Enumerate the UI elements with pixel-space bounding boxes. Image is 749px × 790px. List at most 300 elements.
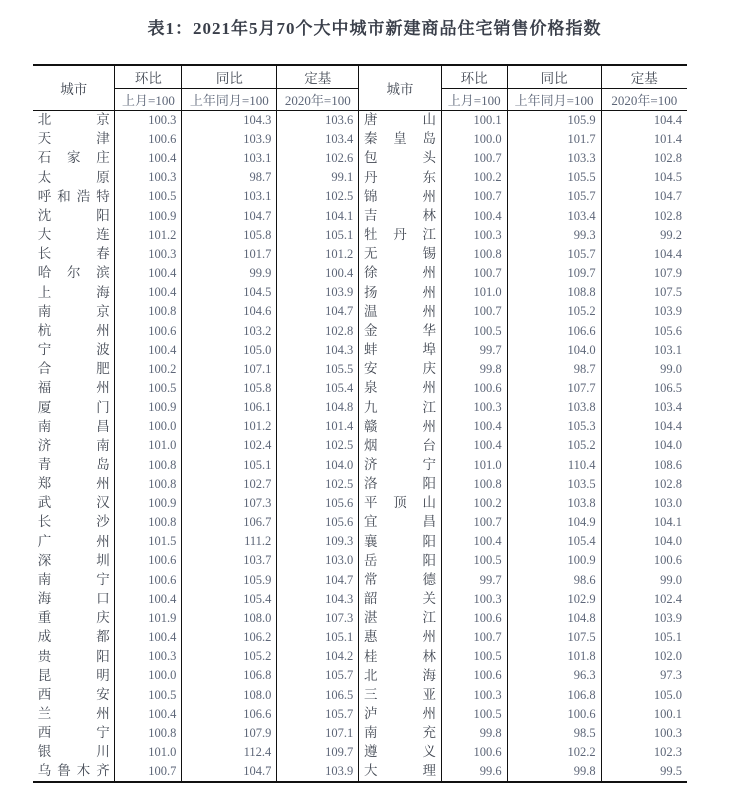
header-row-1 [359,66,687,88]
fixed-base-value: 105.4 [277,379,359,398]
fixed-base-value: 100.1 [653,706,682,721]
yoy-value: 112.4 [182,743,277,762]
city-name: 蚌埠 [363,342,436,358]
mom-value: 100.4 [115,628,182,647]
table-row [359,360,687,379]
city-name: 天津 [37,131,110,147]
yoy-value: 99.8 [507,762,601,781]
column-header-mom: 环比 [441,66,507,88]
city-cell [33,379,115,398]
city-cell [359,398,441,417]
fixed-base-value: 103.0 [277,551,359,570]
mom-value: 100.7 [441,187,507,206]
city-name: 兰州 [37,706,110,721]
fixed-base-value: 106.5 [653,381,682,396]
table-row [359,589,687,608]
city-cell [359,168,441,187]
column-subheader-yoy-base: 上年同月=100 [182,88,277,110]
city-cell [359,570,441,589]
yoy-value: 107.9 [182,724,277,743]
table-row [33,187,359,206]
yoy-value: 106.6 [507,321,601,340]
city-cell [33,589,115,608]
yoy-value: 107.5 [507,628,601,647]
yoy-value: 102.9 [507,589,601,608]
city-cell [359,417,441,436]
column-header-yoy: 同比 [507,66,601,88]
fixed-base-value: 103.4 [653,400,682,415]
table-row [33,340,359,359]
table-row [359,264,687,283]
mom-value: 100.4 [441,436,507,455]
city-name: 贵阳 [37,648,110,664]
fixed-base-value: 99.2 [660,227,682,242]
fixed-base-value: 102.5 [277,436,359,455]
fixed-base-value: 105.1 [277,628,359,647]
fixed-base-value: 104.2 [277,647,359,666]
yoy-value: 103.3 [507,149,601,168]
fixed-base-value: 105.6 [277,494,359,513]
city-cell [359,589,441,608]
city-name: 扬州 [363,284,436,300]
table-right-half [359,66,687,781]
city-cell [359,379,441,398]
city-name: 吉林 [363,207,436,223]
city-name: 长沙 [37,514,110,530]
yoy-value: 103.5 [507,474,601,493]
city-name: 遵义 [363,744,436,760]
table-row [359,704,687,723]
city-cell [33,474,115,493]
city-name: 合肥 [37,361,110,377]
table-row [33,206,359,225]
fixed-base-value: 100.4 [277,264,359,283]
mom-value: 100.7 [441,264,507,283]
table-row [33,474,359,493]
city-cell [33,149,115,168]
city-cell [33,436,115,455]
fixed-base-value: 104.0 [653,534,682,549]
city-cell [33,168,115,187]
yoy-value: 104.8 [507,609,601,628]
fixed-base-value: 104.1 [653,515,682,530]
city-cell [359,513,441,532]
fixed-base-value: 105.6 [653,323,682,338]
yoy-value: 105.0 [182,340,277,359]
mom-value: 100.3 [115,647,182,666]
city-cell [359,532,441,551]
city-name: 三亚 [363,686,436,702]
city-name: 秦皇岛 [363,131,436,147]
table-row [359,168,687,187]
mom-value: 99.7 [441,340,507,359]
city-cell [359,474,441,493]
table-row [33,168,359,187]
city-name: 长春 [37,246,110,262]
mom-value: 100.9 [115,494,182,513]
city-cell [33,647,115,666]
mom-value: 100.7 [441,513,507,532]
mom-value: 100.0 [441,130,507,149]
city-cell [33,340,115,359]
city-name: 包头 [363,150,436,166]
fixed-base-value: 102.8 [653,208,682,223]
mom-value: 100.2 [441,168,507,187]
fixed-base-value: 103.9 [653,304,682,319]
table-row [359,666,687,685]
table-row [33,225,359,244]
mom-value: 99.8 [441,360,507,379]
table-row [359,245,687,264]
city-name: 太原 [37,169,110,185]
yoy-value: 103.7 [182,551,277,570]
yoy-value: 105.2 [182,647,277,666]
fixed-base-value: 107.1 [277,724,359,743]
header-row-1 [33,66,359,88]
yoy-value: 105.9 [182,570,277,589]
yoy-value: 101.8 [507,647,601,666]
mom-value: 100.4 [441,532,507,551]
mom-value: 100.0 [115,417,182,436]
column-header-fixed-base: 定基 [601,66,687,88]
fixed-base-value: 99.0 [660,572,682,587]
yoy-value: 98.7 [182,168,277,187]
city-cell [33,225,115,244]
city-cell [33,724,115,743]
table-row [33,110,359,130]
table-row [359,513,687,532]
city-name: 惠州 [363,629,436,645]
yoy-value: 103.1 [182,187,277,206]
yoy-value: 107.1 [182,360,277,379]
mom-value: 100.2 [115,360,182,379]
mom-value: 100.5 [115,685,182,704]
city-name: 海口 [37,591,110,607]
fixed-base-value: 105.7 [277,666,359,685]
city-cell [33,704,115,723]
city-name: 厦门 [37,399,110,415]
city-cell [359,704,441,723]
mom-value: 100.7 [441,628,507,647]
yoy-value: 98.6 [507,570,601,589]
table-row [359,302,687,321]
city-name: 昆明 [37,667,110,683]
city-name: 牡丹江 [363,227,436,243]
fixed-base-value: 105.0 [653,687,682,702]
city-name: 沈阳 [37,207,110,223]
mom-value: 100.5 [441,551,507,570]
yoy-value: 105.1 [182,455,277,474]
mom-value: 100.3 [115,168,182,187]
table-row [33,417,359,436]
mom-value: 100.6 [115,130,182,149]
mom-value: 100.3 [441,225,507,244]
column-header-fixed-base: 定基 [277,66,359,88]
yoy-value: 104.6 [182,302,277,321]
mom-value: 101.0 [115,436,182,455]
city-cell [33,302,115,321]
yoy-value: 102.7 [182,474,277,493]
table-row [33,455,359,474]
fixed-base-value: 107.3 [277,609,359,628]
city-cell [359,225,441,244]
yoy-value: 105.9 [507,110,601,130]
yoy-value: 103.9 [182,130,277,149]
table-body-left [33,110,359,781]
table-row [359,609,687,628]
table-row [33,302,359,321]
fixed-base-value: 99.0 [660,361,682,376]
yoy-value: 104.7 [182,206,277,225]
column-header-yoy: 同比 [182,66,277,88]
table-row [359,149,687,168]
fixed-base-value: 105.6 [277,513,359,532]
mom-value: 100.6 [115,551,182,570]
fixed-base-value: 102.8 [277,321,359,340]
fixed-base-value: 104.7 [277,302,359,321]
city-cell [359,551,441,570]
mom-value: 100.8 [115,513,182,532]
table-row [33,532,359,551]
table-row [359,398,687,417]
table-row [359,340,687,359]
yoy-value: 98.5 [507,724,601,743]
yoy-value: 110.4 [507,455,601,474]
fixed-base-value: 103.9 [277,762,359,781]
yoy-value: 104.0 [507,340,601,359]
city-name: 石家庄 [37,150,110,166]
city-cell [359,743,441,762]
table-row [33,589,359,608]
city-cell [33,570,115,589]
table-row [33,762,359,781]
yoy-value: 103.8 [507,398,601,417]
yoy-value: 106.8 [507,685,601,704]
city-cell [359,264,441,283]
fixed-base-value: 104.0 [277,455,359,474]
table-row [359,283,687,302]
city-name: 襄阳 [363,533,436,549]
yoy-value: 106.8 [182,666,277,685]
yoy-value: 103.1 [182,149,277,168]
fixed-base-value: 104.4 [653,246,682,261]
city-name: 岳阳 [363,552,436,568]
fixed-base-value: 102.5 [277,474,359,493]
city-name: 泸州 [363,706,436,721]
mom-value: 101.2 [115,225,182,244]
city-name: 上海 [37,284,110,300]
table-left-half [33,66,359,781]
column-subheader-mom-base: 上月=100 [441,88,507,110]
fixed-base-value: 103.9 [653,610,682,625]
yoy-value: 100.6 [507,704,601,723]
city-name: 重庆 [37,610,110,626]
mom-value: 100.4 [115,149,182,168]
city-name: 深圳 [37,552,110,568]
fixed-base-value: 104.4 [653,419,682,434]
table-row [359,187,687,206]
city-name: 北海 [363,667,436,683]
city-cell [33,666,115,685]
mom-value: 100.5 [441,647,507,666]
table-row [359,130,687,149]
city-cell [33,743,115,762]
yoy-value: 103.4 [507,206,601,225]
city-cell [359,110,441,130]
yoy-value: 104.5 [182,283,277,302]
yoy-value: 105.8 [182,225,277,244]
city-cell [359,187,441,206]
column-subheader-fixed-base-base: 2020年=100 [601,88,687,110]
mom-value: 100.6 [441,666,507,685]
column-subheader-fixed-base-base: 2020年=100 [277,88,359,110]
mom-value: 100.6 [115,570,182,589]
mom-value: 100.3 [115,245,182,264]
fixed-base-value: 104.0 [653,438,682,453]
city-name: 徐州 [363,265,436,281]
yoy-value: 105.5 [507,168,601,187]
city-cell [359,685,441,704]
table-row [33,724,359,743]
city-cell [33,455,115,474]
mom-value: 100.3 [441,685,507,704]
table-row [359,685,687,704]
city-cell [359,436,441,455]
mom-value: 100.7 [441,149,507,168]
fixed-base-value: 101.4 [653,131,682,146]
mom-value: 100.6 [115,321,182,340]
fixed-base-value: 102.8 [653,151,682,166]
fixed-base-value: 99.5 [660,764,682,779]
table-row [33,647,359,666]
fixed-base-value: 102.5 [277,187,359,206]
fixed-base-value: 104.4 [653,112,682,127]
fixed-base-value: 103.0 [653,495,682,510]
city-name: 丹东 [363,169,436,185]
yoy-value: 107.3 [182,494,277,513]
fixed-base-value: 100.6 [653,553,682,568]
city-name: 无锡 [363,246,436,262]
yoy-value: 105.2 [507,302,601,321]
yoy-value: 106.7 [182,513,277,532]
fixed-base-value: 101.4 [277,417,359,436]
city-cell [33,685,115,704]
city-name: 温州 [363,303,436,319]
yoy-value: 102.4 [182,436,277,455]
city-name: 烟台 [363,437,436,453]
mom-value: 99.6 [441,762,507,781]
city-name: 金华 [363,322,436,338]
city-cell [33,417,115,436]
mom-value: 100.5 [115,379,182,398]
city-name: 安庆 [363,361,436,377]
city-name: 西安 [37,686,110,702]
mom-value: 100.4 [115,283,182,302]
fixed-base-value: 105.1 [653,630,682,645]
city-cell [33,245,115,264]
table-row [359,455,687,474]
table-body-right [359,110,687,781]
table-row [359,743,687,762]
yoy-value: 98.7 [507,360,601,379]
city-cell [359,455,441,474]
table-row [359,225,687,244]
city-name: 青岛 [37,456,110,472]
table-header [33,66,359,110]
table-row [359,532,687,551]
city-name: 桂林 [363,648,436,664]
city-cell [33,513,115,532]
table-row [33,321,359,340]
table-row [359,551,687,570]
table-row [359,436,687,455]
city-name: 大理 [363,763,436,779]
fixed-base-value: 109.7 [277,743,359,762]
mom-value: 100.8 [115,724,182,743]
fixed-base-value: 102.3 [653,744,682,759]
city-cell [359,340,441,359]
city-cell [359,647,441,666]
yoy-value: 101.2 [182,417,277,436]
mom-value: 100.4 [115,264,182,283]
fixed-base-value: 103.9 [277,283,359,302]
fixed-base-value: 109.3 [277,532,359,551]
yoy-value: 101.7 [507,130,601,149]
mom-value: 100.6 [441,743,507,762]
table-row [33,609,359,628]
fixed-base-value: 107.5 [653,285,682,300]
city-name: 锦州 [363,188,436,204]
city-name: 北京 [37,112,110,128]
yoy-value: 111.2 [182,532,277,551]
fixed-base-value: 104.8 [277,398,359,417]
fixed-base-value: 97.3 [660,668,682,683]
yoy-value: 100.9 [507,551,601,570]
fixed-base-value: 101.2 [277,245,359,264]
yoy-value: 105.4 [182,589,277,608]
mom-value: 100.6 [441,379,507,398]
city-name: 湛江 [363,610,436,626]
yoy-value: 105.7 [507,245,601,264]
city-name: 杭州 [37,322,110,338]
yoy-value: 104.3 [182,110,277,130]
city-cell [33,321,115,340]
yoy-value: 105.3 [507,417,601,436]
fixed-base-value: 104.1 [277,206,359,225]
city-name: 韶关 [363,591,436,607]
city-cell [33,494,115,513]
city-name: 泉州 [363,380,436,396]
mom-value: 100.7 [441,302,507,321]
yoy-value: 106.2 [182,628,277,647]
mom-value: 100.5 [441,321,507,340]
city-cell [33,130,115,149]
mom-value: 100.6 [441,609,507,628]
table-row [33,436,359,455]
city-cell [359,130,441,149]
mom-value: 101.0 [441,455,507,474]
city-name: 唐山 [363,112,436,128]
city-cell [359,609,441,628]
city-name: 济宁 [363,456,436,472]
fixed-base-value: 104.7 [653,189,682,204]
city-name: 哈尔滨 [37,265,110,281]
mom-value: 100.4 [115,589,182,608]
table-row [33,570,359,589]
yoy-value: 102.2 [507,743,601,762]
table-row [359,762,687,781]
mom-value: 101.5 [115,532,182,551]
